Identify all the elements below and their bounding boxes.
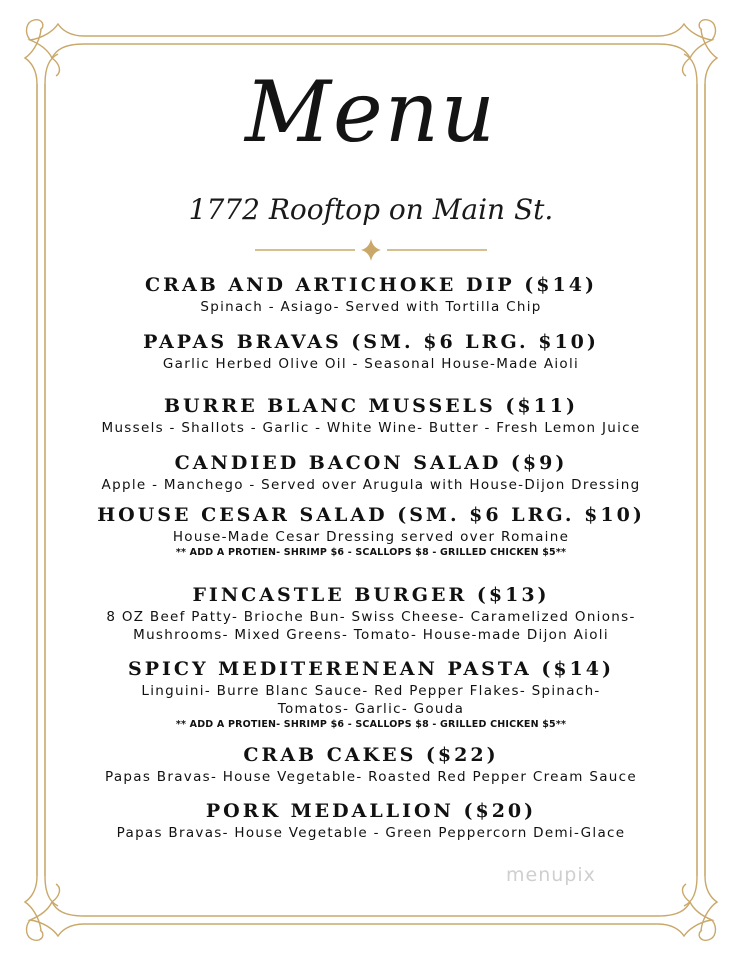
item-description: Papas Bravas- House Vegetable- Roasted Red Pepper Cream Sauce: [105, 769, 637, 785]
item-name: FINCASTLE BURGER ($13): [192, 584, 550, 606]
item-description: House-Made Cesar Dressing served over Romaine: [172, 529, 570, 545]
item-description: Linguini- Burre Blanc Sauce- Red Pepper Flakes- Spinach-: [141, 683, 601, 699]
item-description: 8 OZ Beef Patty- Brioche Bun- Swiss Cheese- Caramelized Onions-: [106, 609, 636, 625]
item-description-line-2: Mushrooms- Mixed Greens- Tomato- House-made Dijon Aioli: [133, 627, 609, 643]
item-description-line-2: Tomatos- Garlic- Gouda: [277, 701, 465, 717]
restaurant-name: 1772 Rooftop on Main St.: [188, 193, 554, 226]
item-description: Spinach - Asiago- Served with Tortilla Chip: [200, 299, 542, 315]
menu-item: [60, 742, 682, 786]
menu-item: [60, 656, 682, 732]
item-name: CRAB AND ARTICHOKE DIP ($14): [145, 274, 597, 296]
sparkle-divider: [255, 238, 487, 262]
item-name: HOUSE CESAR SALAD (SM. $6 LRG. $10): [97, 504, 645, 526]
menu-title: Menu: [245, 63, 497, 161]
menu-item: [60, 582, 682, 644]
menu-item: [60, 272, 682, 316]
item-name: PAPAS BRAVAS (SM. $6 LRG. $10): [143, 331, 599, 353]
menu-item: [60, 798, 682, 842]
item-name: BURRE BLANC MUSSELS ($11): [163, 395, 578, 417]
menu-item: [60, 450, 682, 494]
menu-item: [60, 393, 682, 437]
item-description: Papas Bravas- House Vegetable - Green Peppercorn Demi-Glace: [116, 825, 626, 841]
item-description: Apple - Manchego - Served over Arugula with House-Dijon Dressing: [101, 477, 641, 493]
menu-items: [60, 272, 682, 855]
item-name: CRAB CAKES ($22): [243, 744, 499, 766]
item-name: SPICY MEDITERENEAN PASTA ($14): [127, 658, 614, 680]
menupix-watermark: menupix: [506, 864, 596, 886]
item-name: PORK MEDALLION ($20): [205, 800, 537, 822]
item-description: Garlic Herbed Olive Oil - Seasonal House-Made Aioli: [162, 356, 580, 372]
item-add-protein-note: ** ADD A PROTIEN- SHRIMP $6 - SCALLOPS $8 - GRILLED CHICKEN $5**: [175, 719, 567, 730]
menu-item: [60, 329, 682, 373]
item-name: CANDIED BACON SALAD ($9): [174, 452, 568, 474]
item-add-protein-note: ** ADD A PROTIEN- SHRIMP $6 - SCALLOPS $8 - GRILLED CHICKEN $5**: [175, 547, 567, 558]
item-description: Mussels - Shallots - Garlic - White Wine- Butter - Fresh Lemon Juice: [101, 420, 641, 436]
menu-item: [60, 502, 682, 560]
